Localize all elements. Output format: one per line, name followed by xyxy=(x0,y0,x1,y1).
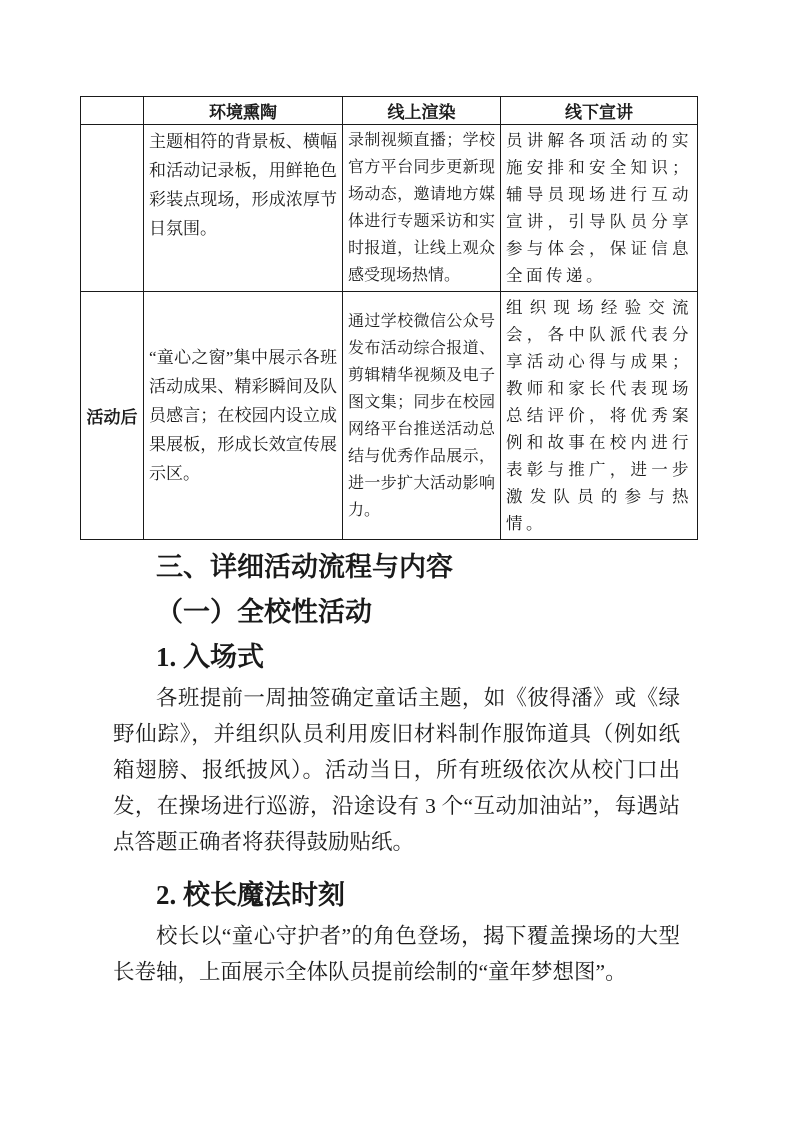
item-heading-principal-magic-moment: 2. 校长魔法时刻 xyxy=(156,880,345,910)
paragraph-principal-magic-moment: 校长以“童心守护者”的角色登场，揭下覆盖操场的大型长卷轴，上面展示全体队员提前绘制的“童年梦想图”。 xyxy=(113,924,680,984)
document-content xyxy=(80,96,697,990)
item-heading-entrance-ceremony: 1. 入场式 xyxy=(156,642,264,672)
body-text-block xyxy=(113,545,680,990)
cell-environment-after: “童心之窗”集中展示各班活动成果、精彩瞬间及队员感言；在校园内设立成果展板，形成长效宣传展示区。 xyxy=(144,292,343,540)
table-header-row xyxy=(81,97,698,125)
paragraph-entrance-ceremony: 各班提前一周抽签确定童话主题，如《彼得潘》或《绿野仙踪》，并组织队员利用废旧材料制作服饰道具（例如纸箱翅膀、报纸披风）。活动当日，所有班级依次从校门口出发，在操场进行巡游，沿途设有 3 个“互动加油站”，每遇站点答题正确者将获得鼓励贴纸。 xyxy=(113,686,680,854)
cell-environment-during: 主题相符的背景板、横幅和活动记录板，用鲜艳色彩装点现场，形成浓厚节日氛围。 xyxy=(144,125,343,292)
cell-offline-during: 员讲解各项活动的实施安排和安全知识；辅导员现场进行互动宣讲，引导队员分享参与体会，保证信息全面传递。 xyxy=(501,125,698,292)
row-label-after-activity: 活动后 xyxy=(81,292,144,540)
section-heading-detailed-flow: 三、详细活动流程与内容 xyxy=(156,552,453,582)
column-header-environment: 环境熏陶 xyxy=(144,97,343,125)
cell-offline-after: 组织现场经验交流会，各中队派代表分享活动心得与成果；教师和家长代表现场总结评价，将优秀案例和故事在校内进行表彰与推广，进一步激发队员的参与热情。 xyxy=(501,292,698,540)
table-row-after-activity xyxy=(81,292,698,540)
column-header-online: 线上渲染 xyxy=(343,97,501,125)
subsection-heading-schoolwide: （一）全校性活动 xyxy=(156,597,372,627)
activity-phases-table xyxy=(80,96,698,540)
table-row-continued xyxy=(81,125,698,292)
column-header-blank xyxy=(81,97,144,125)
column-header-offline: 线下宣讲 xyxy=(501,97,698,125)
cell-online-after: 通过学校微信公众号发布活动综合报道、剪辑精华视频及电子图文集；同步在校园网络平台推送活动总结与优秀作品展示，进一步扩大活动影响力。 xyxy=(343,292,501,540)
row-label-blank xyxy=(81,125,144,292)
cell-online-during: 录制视频直播；学校官方平台同步更新现场动态，邀请地方媒体进行专题采访和实时报道，让线上观众感受现场热情。 xyxy=(343,125,501,292)
